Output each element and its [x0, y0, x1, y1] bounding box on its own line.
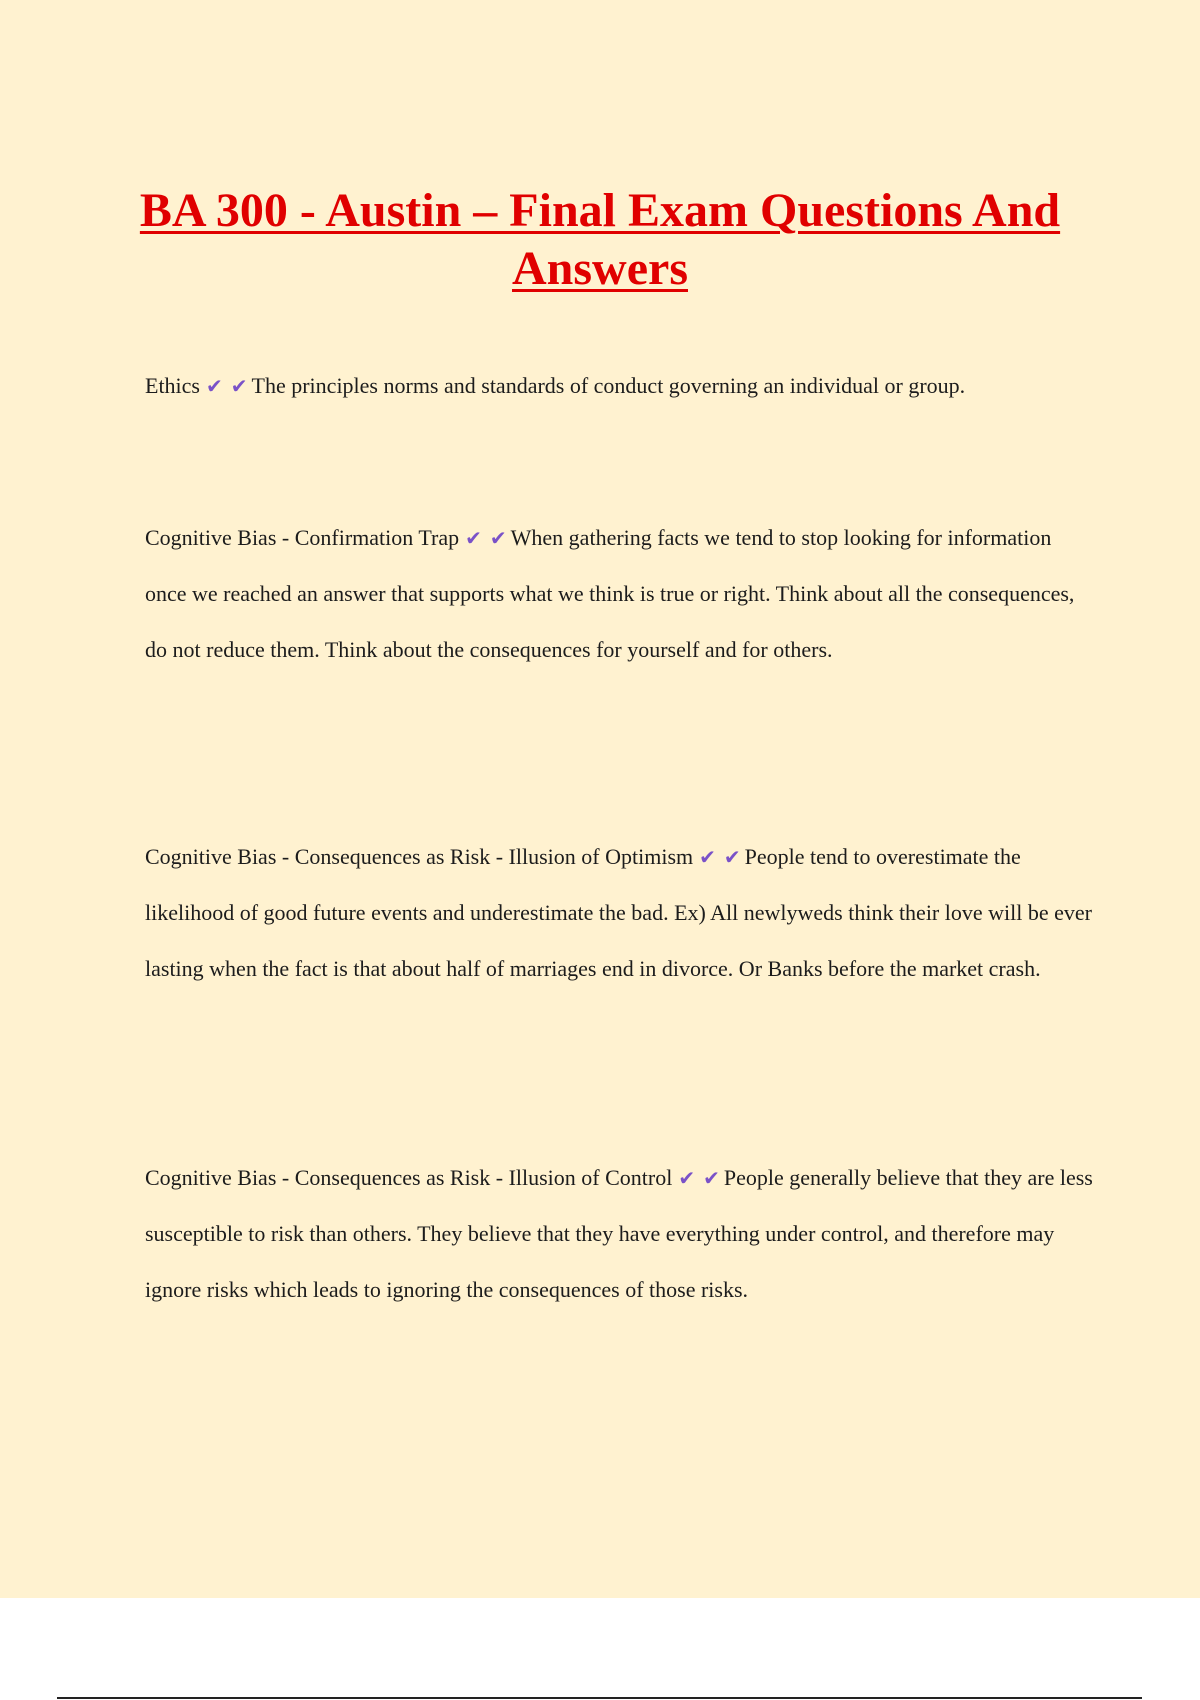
entry-answer: When gathering facts we tend to stop looking for information once we reached an answer that supports what we think is true or right. Think about all the consequences, do not reduce them. Think about the consequences for yourself and for others. [145, 525, 1075, 662]
entry-term: Cognitive Bias - Consequences as Risk - Illusion of Optimism [145, 844, 694, 869]
entry-term: Cognitive Bias - Confirmation Trap [145, 525, 460, 550]
qa-entry-ethics [145, 358, 1095, 414]
check-icon: ✔ [230, 374, 248, 398]
check-icon: ✔ [678, 1166, 696, 1190]
check-icon: ✔ [206, 374, 223, 398]
entry-answer: People tend to overestimate the likelihood of good future events and underestimate the bad. Ex) All newlyweds think their love will be ever lasting when the fact is that about half of marriages end in divorce. Or Banks before the market crash. [145, 844, 1092, 981]
entry-answer: The principles norms and standards of conduct governing an individual or group. [251, 373, 966, 398]
entry-answer: People generally believe that they are less susceptible to risk than others. They believe that they have everything under control, and therefore may ignore risks which leads to ignoring the consequences of those risks. [145, 1165, 1093, 1302]
document-title: BA 300 - Austin – Final Exam Questions And Answers [139, 184, 1061, 295]
check-icon: ✔ [703, 1166, 720, 1190]
check-icon: ✔ [723, 845, 741, 869]
qa-entry-confirmation-trap [145, 510, 1095, 678]
entry-term: Ethics [145, 373, 200, 398]
qa-entry-illusion-of-control [145, 1150, 1095, 1318]
check-icon: ✔ [489, 526, 507, 550]
footer-divider [57, 1697, 1142, 1699]
qa-entry-illusion-of-optimism [145, 829, 1095, 997]
check-icon: ✔ [465, 526, 482, 550]
check-icon: ✔ [699, 845, 716, 869]
entry-term: Cognitive Bias - Consequences as Risk - Illusion of Control [145, 1165, 673, 1190]
